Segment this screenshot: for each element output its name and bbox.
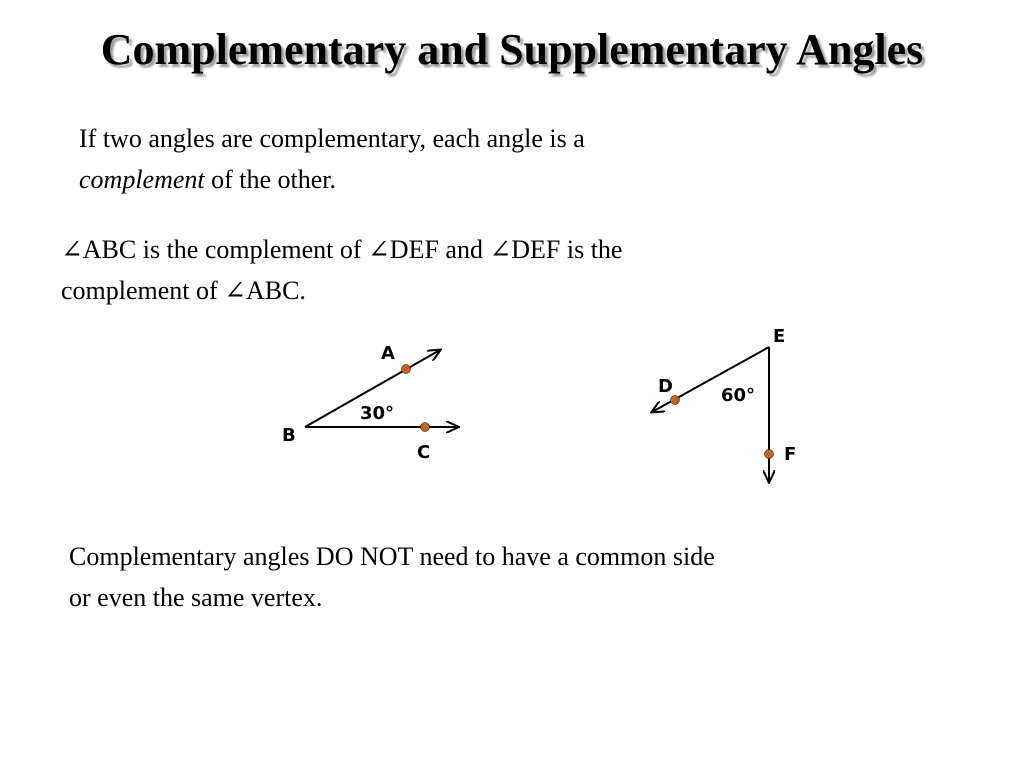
note-line-1: Complementary angles DO NOT need to have a common side xyxy=(69,542,715,571)
definition-line-2-rest: of the other. xyxy=(204,165,337,194)
definition-line-1: If two angles are complementary, each angle is a xyxy=(79,124,585,153)
angle-abc xyxy=(282,343,458,463)
example-line-2: complement of ∠ABC. xyxy=(61,276,306,305)
label-c: C xyxy=(417,442,431,463)
label-a: A xyxy=(381,343,395,364)
slide-title: Complementary and Supplementary Angles xyxy=(100,25,924,74)
label-b: B xyxy=(282,425,296,446)
label-e: E xyxy=(773,326,786,347)
label-f: F xyxy=(784,444,797,465)
angle-def-measure: 60° xyxy=(721,385,756,406)
example-line-1: ∠ABC is the complement of ∠DEF and ∠DEF is the xyxy=(61,235,623,264)
complement-note xyxy=(69,536,715,618)
label-d: D xyxy=(658,376,673,397)
note-line-2: or even the same vertex. xyxy=(69,583,323,612)
angle-def xyxy=(652,326,796,482)
point-f xyxy=(765,450,774,459)
complement-term: complement xyxy=(79,165,205,194)
angle-abc-measure: 30° xyxy=(360,403,395,424)
point-a xyxy=(402,365,411,374)
point-c xyxy=(421,423,430,432)
